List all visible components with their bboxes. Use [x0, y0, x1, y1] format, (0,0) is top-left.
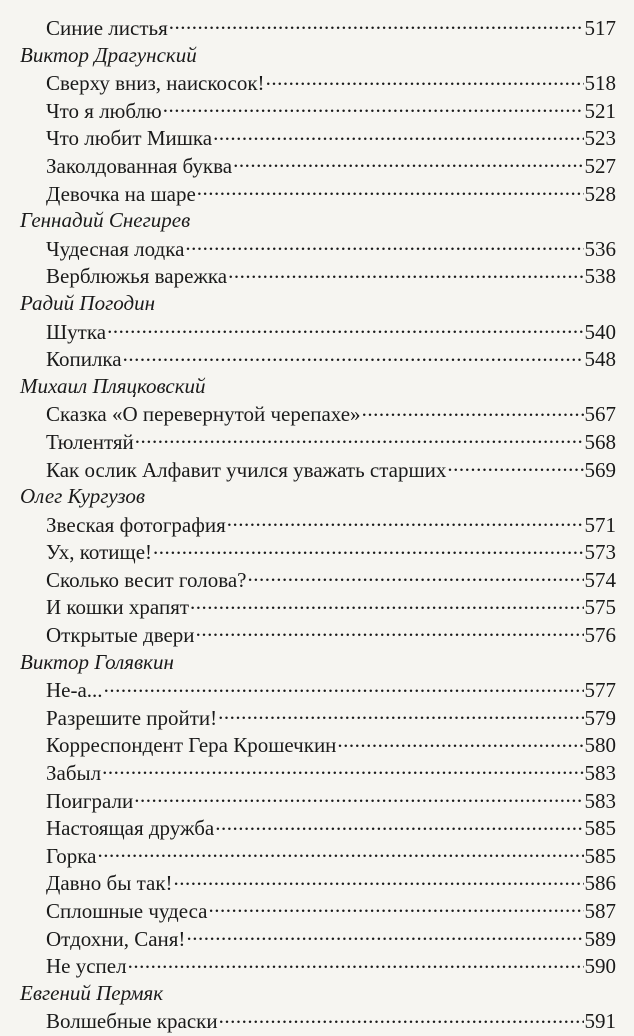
entry-title: Горка: [46, 843, 97, 868]
page-number: 575: [584, 595, 616, 620]
dot-leader: [153, 538, 583, 559]
toc-entry: [18, 593, 616, 621]
entry-title: Не успел: [46, 954, 127, 979]
author-heading: Михаил Пляцковский: [20, 373, 206, 398]
toc-entry: [18, 814, 616, 842]
toc-entry: [18, 97, 616, 125]
dot-leader: [213, 124, 583, 145]
toc-entry: [18, 456, 616, 484]
dot-leader: [447, 456, 583, 477]
entry-title: Разрешите пройти!: [46, 705, 218, 730]
entry-title: Как ослик Алфавит учился уважать старших: [46, 457, 447, 482]
toc-entry: [18, 621, 616, 649]
page-number: 574: [584, 567, 616, 592]
dot-leader: [190, 593, 583, 614]
page-number: 567: [584, 402, 616, 427]
dot-leader: [104, 676, 584, 697]
page-number: 518: [584, 71, 616, 96]
dot-leader: [228, 262, 583, 283]
dot-leader: [107, 318, 583, 339]
entry-title: Шутка: [46, 319, 107, 344]
page-number: 585: [584, 816, 616, 841]
entry-title: Открытые двери: [46, 623, 195, 648]
entry-title: Сверху вниз, наискосок!: [46, 71, 265, 96]
page-number: 540: [584, 319, 616, 344]
page-number: 536: [584, 236, 616, 261]
page-number: 589: [584, 926, 616, 951]
dot-leader: [218, 704, 583, 725]
page-number: 591: [584, 1009, 616, 1034]
entry-title: Верблюжья варежка: [46, 264, 228, 289]
toc-entry: [18, 318, 616, 346]
dot-leader: [362, 400, 584, 421]
toc-entry: [18, 1007, 616, 1035]
entry-title: Давно бы так!: [46, 871, 173, 896]
dot-leader: [134, 787, 583, 808]
page-number: 538: [584, 264, 616, 289]
page-number: 580: [584, 733, 616, 758]
dot-leader: [227, 511, 584, 532]
dot-leader: [169, 14, 584, 35]
page-number: 577: [584, 678, 616, 703]
toc-entry: [18, 925, 616, 953]
author-heading: Олег Кургузов: [20, 484, 145, 509]
dot-leader: [163, 97, 584, 118]
dot-leader: [266, 69, 584, 90]
page-number: 571: [584, 512, 616, 537]
entry-title: Корреспондент Гера Крошечкин: [46, 733, 337, 758]
author-heading: Евгений Пермяк: [20, 980, 164, 1005]
toc-entry: [18, 952, 616, 980]
entry-title: Волшебные краски: [46, 1009, 218, 1034]
dot-leader: [215, 814, 583, 835]
page-number: 583: [584, 761, 616, 786]
entry-title: Сколько весит голова?: [46, 567, 247, 592]
dot-leader: [196, 621, 584, 642]
page-number: 523: [584, 126, 616, 151]
author-heading: Радий Погодин: [20, 290, 156, 315]
dot-leader: [219, 1007, 584, 1028]
page-number: 527: [584, 153, 616, 178]
toc-entry: [18, 897, 616, 925]
toc-entry: [18, 511, 616, 539]
author-heading: Геннадий Снегирев: [20, 208, 191, 233]
toc-entry: [18, 14, 616, 42]
page-number: 590: [584, 954, 616, 979]
toc-entry: [18, 566, 616, 594]
page-number: 569: [584, 457, 616, 482]
entry-title: Что я люблю: [46, 98, 162, 123]
page-number: 587: [584, 899, 616, 923]
toc-entry: [18, 704, 616, 732]
entry-title: Поиграли: [46, 788, 134, 813]
toc-entry: [18, 842, 616, 870]
dot-leader: [186, 925, 583, 946]
toc-entry: [18, 262, 616, 290]
entry-title: Девочка на шаре: [46, 181, 196, 206]
entry-title: Сплошные чудеса: [46, 899, 208, 923]
toc-entry: [18, 759, 616, 787]
entry-title: Звеская фотография: [46, 512, 226, 537]
entry-title: Не-а...: [46, 678, 103, 703]
dot-leader: [197, 180, 584, 201]
toc-entry: [18, 235, 616, 263]
toc-entry: [18, 428, 616, 456]
toc-entry: [18, 400, 616, 428]
toc-entry: [18, 69, 616, 97]
entry-title: Копилка: [46, 347, 122, 372]
toc-entry: [18, 180, 616, 208]
page-number: 585: [584, 843, 616, 868]
page-number: 576: [584, 623, 616, 648]
entry-title: Отдохни, Саня!: [46, 926, 186, 951]
dot-leader: [208, 897, 583, 918]
dot-leader: [337, 731, 583, 752]
page-number: 528: [584, 181, 616, 206]
entry-title: И кошки храпят: [46, 595, 190, 620]
entry-title: Что любит Мишка: [46, 126, 213, 151]
entry-title: Чудесная лодка: [46, 236, 185, 261]
page-number: 568: [584, 429, 616, 454]
page-number: 517: [584, 16, 616, 40]
dot-leader: [123, 345, 584, 366]
toc-entry: [18, 731, 616, 759]
dot-leader: [135, 428, 584, 449]
entry-title: Тюлентяй: [46, 429, 134, 454]
entry-title: Ух, котище!: [46, 540, 153, 565]
toc-entry: [18, 787, 616, 815]
dot-leader: [174, 869, 584, 890]
page-number: 573: [584, 540, 616, 565]
author-heading: Виктор Драгунский: [20, 42, 197, 67]
author-heading: Виктор Голявкин: [20, 649, 174, 674]
entry-title: Сказка «О перевернутой черепахе»: [46, 402, 361, 427]
entry-title: Забыл: [46, 761, 102, 786]
page-number: 579: [584, 705, 616, 730]
toc-entry: [18, 676, 616, 704]
page-number: 521: [584, 98, 616, 123]
toc-entry: [18, 345, 616, 373]
dot-leader: [128, 952, 584, 973]
dot-leader: [102, 759, 583, 780]
toc-entry: [18, 124, 616, 152]
toc-entry: [18, 538, 616, 566]
page-number: 548: [584, 347, 616, 372]
entry-title: Настоящая дружба: [46, 816, 215, 841]
dot-leader: [98, 842, 584, 863]
page-number: 586: [584, 871, 616, 896]
dot-leader: [248, 566, 584, 587]
toc-entry: [18, 152, 616, 180]
entry-title: Синие листья: [46, 16, 168, 40]
toc-entry: [18, 869, 616, 897]
entry-title: Заколдованная буква: [46, 153, 233, 178]
page-number: 583: [584, 788, 616, 813]
dot-leader: [185, 235, 583, 256]
dot-leader: [233, 152, 583, 173]
